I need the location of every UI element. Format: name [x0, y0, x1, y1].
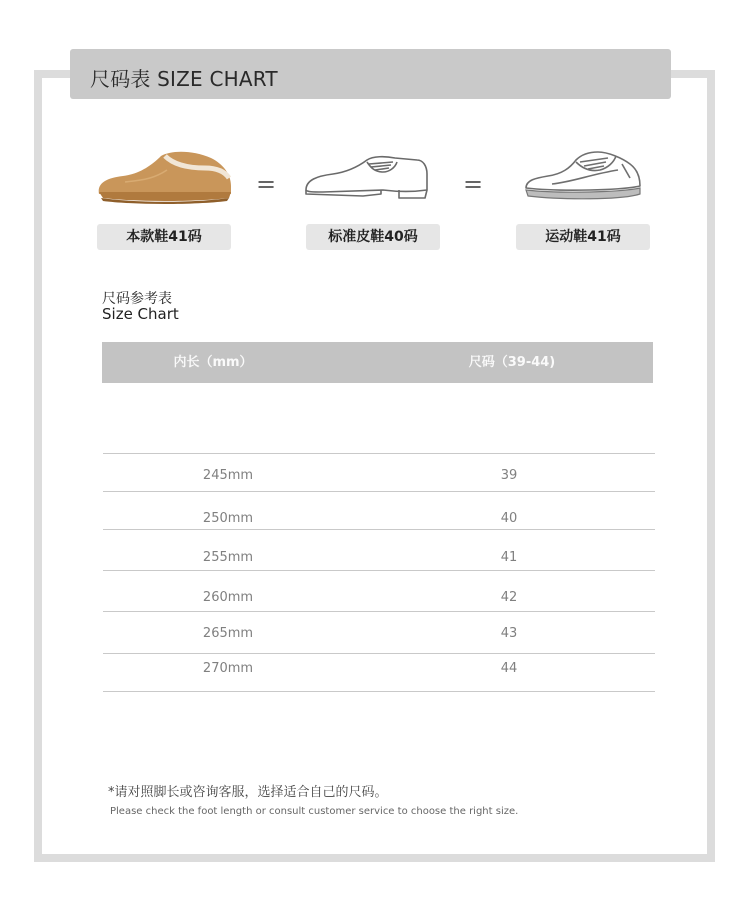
cell-size: 42 [500, 590, 518, 605]
footnote-cn: *请对照脚长或咨询客服，选择适合自己的尺码。 [108, 785, 388, 800]
row-divider [103, 611, 655, 612]
dress-shoe-icon [303, 150, 433, 206]
row-divider [103, 570, 655, 571]
cell-length: 255mm [202, 550, 254, 565]
equals-sign: = [256, 170, 277, 198]
header-inner-length: 内长（mm） [173, 355, 253, 370]
row-divider [103, 653, 655, 654]
equals-sign: = [463, 170, 484, 198]
reference-title-en: Size Chart [102, 305, 179, 323]
reference-title-cn: 尺码参考表 [102, 291, 172, 307]
cell-length: 270mm [202, 661, 254, 676]
cell-length: 265mm [202, 626, 254, 641]
cell-size: 43 [500, 626, 518, 641]
row-divider [103, 529, 655, 530]
sneaker-icon [522, 148, 644, 206]
title-bar [70, 49, 671, 99]
row-divider [103, 453, 655, 454]
row-divider [103, 491, 655, 492]
cell-length: 250mm [202, 511, 254, 526]
page-title: 尺码表 SIZE CHART [90, 67, 278, 91]
header-size: 尺码（39-44) [468, 355, 556, 370]
cell-size: 40 [500, 511, 518, 526]
shoe-label-sneaker: 运动鞋41码 [516, 224, 650, 250]
slipper-icon [95, 148, 235, 206]
row-divider [103, 691, 655, 692]
footnote-en: Please check the foot length or consult customer service to choose the right size. [110, 806, 519, 817]
cell-size: 39 [500, 468, 518, 483]
cell-length: 245mm [202, 468, 254, 483]
shoe-label-dress: 标准皮鞋40码 [306, 224, 440, 250]
cell-size: 41 [500, 550, 518, 565]
table-header [102, 342, 653, 383]
shoe-label-slipper: 本款鞋41码 [97, 224, 231, 250]
cell-length: 260mm [202, 590, 254, 605]
cell-size: 44 [500, 661, 518, 676]
